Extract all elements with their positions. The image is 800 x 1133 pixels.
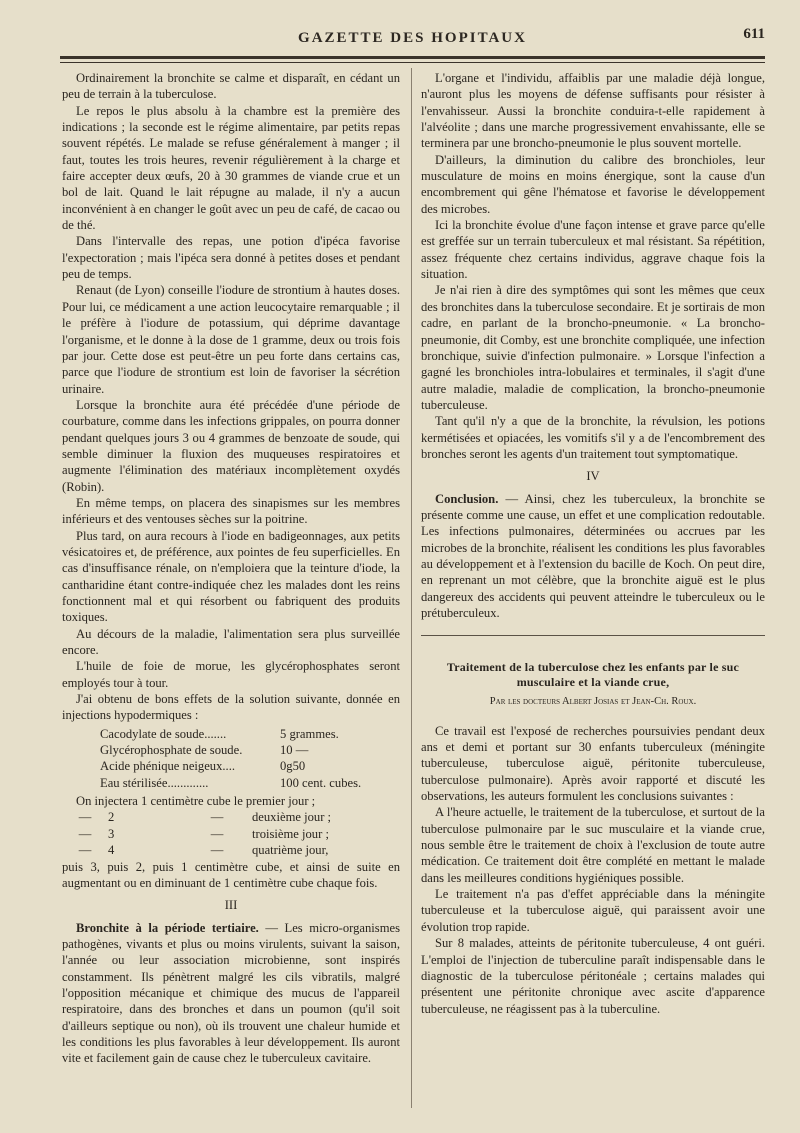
paragraph: L'organe et l'individu, affaiblis par une maladie déjà longue, n'auront plus les moyens de défense suffisants pour résister à l'envahisseur. Aussi la bronchite conduira-t-elle rapidement à l'alvéolite ; dans une marche progressivement envahissante, elle se terminera par une broncho-pneumonie le plus souvent mortelle.: [421, 71, 765, 151]
paragraph: J'ai obtenu de bons effets de la solution suivante, donnée en injections hypodermiques :: [62, 692, 400, 723]
paragraph: Renaut (de Lyon) conseille l'iodure de strontium à hautes doses. Pour lui, ce médicament a une action leucocytaire remarquable ; il le préfère à l'iodure de potassium, qui déprime davantage l'organisme, et le donne à la dose de 1 gramme, deux ou trois fois par jour. Cette dose est peut-être un peu forte dans certains cas, parce que l'iodure de strontium est loin de favoriser la sécrétion urinaire.: [62, 283, 400, 396]
right-column: [421, 70, 765, 1017]
ingredient: Cacodylate de soude.......: [100, 726, 227, 741]
ingredient: Glycérophosphate de soude.: [100, 743, 243, 758]
paragraph: Dans l'intervalle des repas, une potion d'ipéca favorise l'expectoration ; mais l'ipéca sera donné à petites doses et pendant peu de temps.: [62, 234, 400, 282]
formula-row: [100, 758, 400, 774]
formula-row: [100, 775, 400, 791]
paragraph: En même temps, on placera des sinapismes sur les membres inférieurs et des ventouses sèches sur la poitrine.: [62, 495, 400, 527]
paragraph: Sur 8 malades, atteints de péritonite tuberculeuse, 4 ont guéri. L'emploi de l'injection de tuberculine paraît indispensable dans le diagnostic de la tuberculose péritonéale ; certains malades qui présentent une péritonite chronique avec ascite d'apparence tuberculeuse, ne réagissent pas à la tuberculine.: [421, 936, 765, 1016]
quantity: 5 grammes.: [280, 726, 339, 741]
header-rule-thick: [60, 56, 765, 59]
ingredient: Eau stérilisée.............: [100, 775, 209, 790]
run-in-heading: Conclusion.: [435, 491, 499, 506]
injection-row: — 4 — quatrième jour,: [78, 843, 329, 858]
paragraph: L'huile de foie de morue, les glycérophosphates seront employés tour à tour.: [62, 659, 400, 690]
paragraph: Bronchite à la période tertiaire. — Les micro-organismes pathogènes, vivants et plus ou moins virulents, suivant la saison, l'année ou leur association microbienne, sont inspirés constamment. Ils pénètrent malgré les cils vibratils, malgré l'opposition mécanique et chimique des mucus de l'appareil respiratoire, dans des bronches et dans un poumon (qu'il soit d'ailleurs septique ou non), où ils trouvent une chaleur humide et les conditions les plus favorables à leur développement. Ils auront vite et facilement gain de cause chez le tuberculeux cavitaire.: [62, 920, 400, 1066]
article-separator: [421, 635, 765, 636]
paragraph: A l'heure actuelle, le traitement de la tuberculose, et surtout de la tuberculose pulmonaire par le suc musculaire et la viande crue, nous semble être le traitement de choix à l'exclusion de toute autre médication. Ce traitement doit être complété en mettant le malade dans les meilleures conditions hygiéniques possible.: [421, 805, 765, 885]
prescription-formula: [100, 726, 400, 791]
formula-row: [100, 742, 400, 758]
quantity: 100 cent. cubes.: [280, 775, 362, 790]
paragraph: Conclusion. — Ainsi, chez les tuberculeux, la bronchite se présente comme une cause, un effet et une complication redoutable. Les infections pulmonaires, déterminées ou accrues par les microbes de la bronchite, réalisent les conditions les plus favorables au développement et à l'extension du bacille de Koch. On peut dire, en reprenant un mot célèbre, que la bronchite aiguë est le plus dangereux des accidents qui peuvent atteindre le tuberculeux ou le prétuberculeux.: [421, 491, 765, 620]
run-in-heading: Bronchite à la période tertiaire.: [76, 920, 259, 935]
page-header: [60, 26, 765, 52]
paragraph: Le repos le plus absolu à la chambre est la première des indications ; la seconde est le régime alimentaire, par petits repas souvent répétés. Le malade se refuse généralement à manger ; il faut, toutes les trois heures, revenir régulièrement à la charge et faire accepter deux œufs, 20 à 30 grammes de viande crue et un bol de lait. Quand le lait répugne au malade, il n'y a aucun inconvénient à en changer le goût avec un peu de café, de cacao ou de thé.: [62, 103, 400, 233]
paragraph: Ici la bronchite évolue d'une façon intense et grave parce qu'elle est greffée sur un terrain tuberculeux et mal résistant. Sa répétition, assez fréquente chez certains individus, aggrave chaque fois la situation.: [421, 218, 765, 282]
injection-row: — 3 — troisième jour ;: [78, 826, 329, 841]
formula-row: [100, 726, 400, 742]
left-column: [62, 70, 400, 1067]
article-title: Traitement de la tuberculose chez les enfants par le suc musculaire et la viande crue,: [446, 660, 740, 690]
section-number: III: [224, 898, 238, 913]
injection-intro: On injectera 1 centimètre cube le premier jour ;: [76, 794, 316, 809]
paragraph: Lorsque la bronchite aura été précédée d'une période de courbature, comme dans les infections grippales, on pourra donner pendant quelques jours 3 ou 4 grammes de benzoate de soude, qui semble diminuer la fluxion des muqueuses respiratoires et augmente l'élimination des matériaux incomplètement oxydés (Robin).: [62, 397, 400, 494]
header-rule-thin: [60, 62, 765, 63]
ingredient: Acide phénique neigeux....: [100, 759, 235, 774]
paragraph: Plus tard, on aura recours à l'iode en badigeonnages, aux petits vésicatoires et, de préférence, aux pointes de feu superficielles. En cas d'insuffisance rénale, on n'emploiera que la teinture d'iode, la cantharidine étant contre-indiquée chez les malades dont les reins fonctionnent mal et qui résorbent ou fabriquent des produits toxiques.: [62, 528, 400, 625]
paragraph: D'ailleurs, la diminution du calibre des bronchioles, leur musculature de moins en moins énergique, sont la cause d'un encombrement qui gêne l'hématose et favorise le développement des microbes.: [421, 152, 765, 216]
paragraph: puis 3, puis 2, puis 1 centimètre cube, et ainsi de suite en augmentant ou en diminuant de 1 centimètre cube chaque fois.: [62, 859, 400, 890]
quantity: 10 —: [280, 743, 309, 758]
section-number: IV: [586, 469, 600, 484]
paragraph: Au décours de la maladie, l'alimentation sera plus surveillée encore.: [62, 626, 400, 658]
paragraph: Je n'ai rien à dire des symptômes qui sont les mêmes que ceux des bronchites dans la tuberculose secondaire. Et je sortirais de mon cadre, en parlant de la broncho-pneumonie. « La broncho-pneumonie, dit Comby, est une bronchite compliquée, une infection bronchique, suivie d'infection pulmonaire. » Lorsque l'infection a gagné les bronchioles intra-lobulaires et terminales, il s'agit d'une autre maladie, maladie de complication, la broncho-pneumonie tuberculeuse.: [421, 283, 765, 412]
journal-title: GAZETTE DES HOPITAUX: [298, 30, 527, 46]
quantity: 0g50: [280, 759, 306, 774]
injection-schedule: [62, 809, 400, 858]
article-byline: Par les docteurs Albert Josias et Jean-Ch. Roux.: [489, 696, 697, 708]
paragraph: Ordinairement la bronchite se calme et disparaît, en cédant un peu de terrain à la tuberculose.: [62, 71, 400, 102]
paragraph: Ce travail est l'exposé de recherches poursuivies pendant deux ans et demi et portant sur 30 enfants tuberculeux (méningite tuberculeuse, tuberculose aiguë, péritonite tuberculeuse, tuberculose pulmonaire). Après avoir rapporté et discuté les observations, les auteurs formulent les conclusions suivantes :: [421, 723, 765, 804]
page-number: 611: [743, 26, 765, 42]
column-divider: [411, 68, 412, 1108]
paragraph: Le traitement n'a pas d'effet appréciable dans la méningite tuberculeuse et la tuberculose aiguë, qui paraissent avoir une évolution trop rapide.: [421, 887, 765, 934]
paragraph: Tant qu'il n'y a que de la bronchite, la révulsion, les potions kermétisées et opiacées, les vomitifs s'il y a de l'encombrement des bronches seront les agents d'un traitement tout symptomatique.: [421, 414, 765, 461]
injection-row: — 2 — deuxième jour ;: [78, 810, 332, 825]
